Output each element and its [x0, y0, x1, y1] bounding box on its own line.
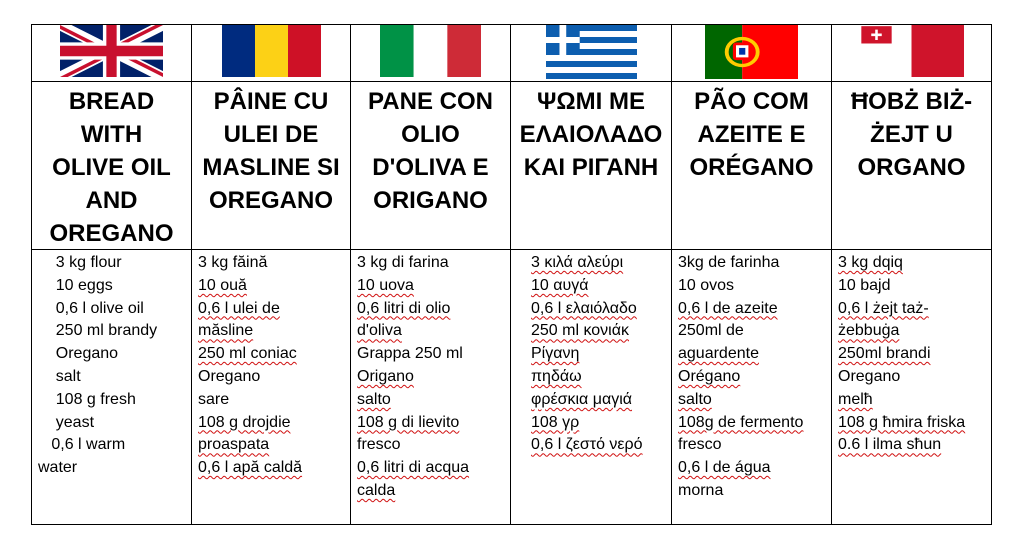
- title-cell-portuguese: [672, 82, 832, 250]
- title-line: ΚΑΙ ΡΙΓΑΝΗ: [523, 154, 659, 181]
- ingredient-item: 0,6 l warm: [38, 436, 126, 454]
- title-line: ULEI DE: [223, 121, 319, 148]
- ingredient-item: 3 kg făină: [198, 254, 268, 271]
- ingredient-item: salt: [38, 367, 81, 385]
- title-cell-greek: [511, 82, 672, 250]
- title-line: ORIGANO: [373, 187, 488, 214]
- ingredients-row: [32, 250, 992, 525]
- ingredient-item: melħ: [838, 390, 873, 408]
- ingredient-list-greek: [511, 250, 671, 457]
- ingredient-item: Oregano: [38, 345, 119, 363]
- ingredient-item: 0,6 l ελαιόλαδο: [531, 299, 637, 317]
- title-line: AZEITE E: [697, 121, 806, 148]
- ingredient-item: aguardente: [678, 345, 759, 363]
- romania-flag-icon: [222, 25, 321, 77]
- ingredient-item: 3 κιλά αλεύρι: [531, 254, 624, 271]
- ingredients-cell-maltese: [832, 250, 992, 525]
- flag-cell-portugal: [672, 25, 832, 82]
- ingredient-item: 0,6 litri di olio: [357, 299, 451, 317]
- ingredient-item: 0,6 l ζεστό νερό: [531, 436, 643, 454]
- ingredient-item: salto: [678, 390, 712, 408]
- ingredient-item: water: [38, 459, 78, 477]
- title-line: PANE CON: [368, 88, 493, 115]
- recipe-title-portuguese: [672, 82, 831, 183]
- ingredient-list-italian: [351, 250, 510, 503]
- ingredient-item: 108 g drojdie: [198, 413, 291, 431]
- ingredient-item: sare: [198, 390, 230, 408]
- ingredient-item: 0,6 l olive oil: [38, 299, 144, 317]
- italy-flag-icon: [380, 25, 481, 77]
- ingredient-item: d'oliva: [357, 322, 402, 340]
- ingredient-item: proaspata: [198, 436, 270, 454]
- flag-cell-italy: [351, 25, 511, 82]
- ingredient-list-english: [32, 250, 191, 480]
- ingredient-item: 3 kg flour: [38, 254, 122, 271]
- ingredients-cell-english: [32, 250, 192, 525]
- ingredient-item: 10 αυγά: [531, 276, 589, 294]
- ingredient-item: 10 uova: [357, 276, 414, 294]
- title-line: AND: [85, 187, 138, 214]
- recipe-table: [31, 24, 992, 525]
- ingredient-list-portuguese: [672, 250, 831, 503]
- ingredient-item: 0,6 l de azeite: [678, 299, 778, 317]
- ingredient-item: calda: [357, 481, 396, 499]
- ingredients-cell-romanian: [192, 250, 351, 525]
- recipe-title-romanian: [192, 82, 350, 216]
- title-line: ŻEJT U: [870, 121, 953, 148]
- ingredient-item: 10 ovos: [678, 276, 735, 294]
- ingredient-list-romanian: [192, 250, 350, 480]
- title-line: WITH: [80, 121, 143, 148]
- recipe-title-english: [32, 82, 191, 249]
- ingredient-item: 10 bajd: [838, 276, 891, 294]
- malta-flag-icon: [859, 25, 964, 77]
- ingredient-item: żebbuġa: [838, 322, 900, 340]
- title-line: ĦOBŻ BIŻ-: [850, 88, 973, 115]
- title-line: ΨΩΜΙ ΜΕ: [537, 88, 645, 115]
- ingredient-item: 108 γρ: [531, 413, 580, 431]
- ingredient-item: Oregano: [198, 367, 261, 385]
- title-line: OLIVE OIL: [52, 154, 171, 181]
- ingredients-cell-italian: [351, 250, 511, 525]
- greece-flag-icon: [546, 25, 637, 79]
- flag-cell-malta: [832, 25, 992, 82]
- ingredient-item: fresco: [357, 436, 401, 454]
- ingredient-item: Ρίγανη: [531, 345, 580, 363]
- ingredient-item: măsline: [198, 322, 254, 340]
- title-line: D'OLIVA E: [372, 154, 489, 181]
- ingredient-item: Oregano: [838, 367, 901, 385]
- ingredient-item: 108g de fermento: [678, 413, 804, 431]
- ingredient-item: 0,6 l żejt taż-: [838, 299, 929, 317]
- title-cell-romanian: [192, 82, 351, 250]
- ingredient-item: 3kg de farinha: [678, 254, 780, 271]
- title-cell-english: [32, 82, 192, 250]
- title-line: ORGANO: [857, 154, 966, 181]
- ingredients-cell-portuguese: [672, 250, 832, 525]
- title-line: MASLINE SI: [202, 154, 340, 181]
- title-line: PÂINE CU: [213, 88, 329, 115]
- recipe-title-greek: [511, 82, 671, 183]
- ingredients-cell-greek: [511, 250, 672, 525]
- ingredient-item: 0,6 litri di acqua: [357, 459, 470, 477]
- ingredient-item: 0,6 l de água: [678, 459, 771, 477]
- ingredient-item: 250ml de: [678, 322, 744, 340]
- title-row: [32, 82, 992, 250]
- ingredient-item: salto: [357, 390, 391, 408]
- ingredient-item: 10 eggs: [38, 276, 113, 294]
- ingredient-item: Grappa 250 ml: [357, 345, 463, 363]
- ingredient-item: 10 ouă: [198, 276, 247, 294]
- ingredient-item: Origano: [357, 367, 414, 385]
- flag-cell-greece: [511, 25, 672, 82]
- ingredient-item: 3 kg di farina: [357, 254, 449, 271]
- ingredient-item: 108 g ħmira friska: [838, 413, 966, 431]
- flag-cell-uk: [32, 25, 192, 82]
- ingredient-item: 0,6 l apă caldă: [198, 459, 303, 477]
- title-cell-maltese: [832, 82, 992, 250]
- flag-cell-romania: [192, 25, 351, 82]
- uk-flag-icon: [60, 25, 163, 77]
- recipe-title-italian: [351, 82, 510, 216]
- ingredient-item: 250 ml brandy: [38, 322, 158, 340]
- ingredient-item: yeast: [38, 413, 95, 431]
- ingredient-item: morna: [678, 481, 724, 499]
- ingredient-item: 250 ml coniac: [198, 345, 297, 363]
- ingredient-item: 0,6 l ulei de: [198, 299, 280, 317]
- title-line: OLIO: [401, 121, 460, 148]
- title-line: ORÉGANO: [689, 154, 814, 181]
- title-line: OREGANO: [208, 187, 333, 214]
- portugal-flag-icon: [705, 25, 798, 79]
- title-line: OREGANO: [49, 220, 174, 247]
- ingredient-item: Orégano: [678, 367, 741, 385]
- ingredient-item: 108 g fresh: [38, 390, 136, 408]
- ingredient-item: 250 ml κονιάκ: [531, 322, 629, 340]
- title-cell-italian: [351, 82, 511, 250]
- title-line: ΕΛΑΙΟΛΑΔΟ: [519, 121, 663, 148]
- flag-row: [32, 25, 992, 82]
- ingredient-item: 250ml brandi: [838, 345, 931, 363]
- ingredient-item: φρέσκια μαγιά: [531, 390, 633, 408]
- ingredient-item: πηδάω: [531, 367, 582, 385]
- ingredient-item: fresco: [678, 436, 722, 454]
- recipe-title-maltese: [832, 82, 991, 183]
- ingredient-item: 3 kg dqiq: [838, 254, 903, 271]
- ingredient-item: 0.6 l ilma sħun: [838, 436, 942, 454]
- ingredient-list-maltese: [832, 250, 991, 457]
- title-line: PÃO COM: [694, 88, 809, 115]
- ingredient-item: 108 g di lievito: [357, 413, 460, 431]
- title-line: BREAD: [68, 88, 155, 115]
